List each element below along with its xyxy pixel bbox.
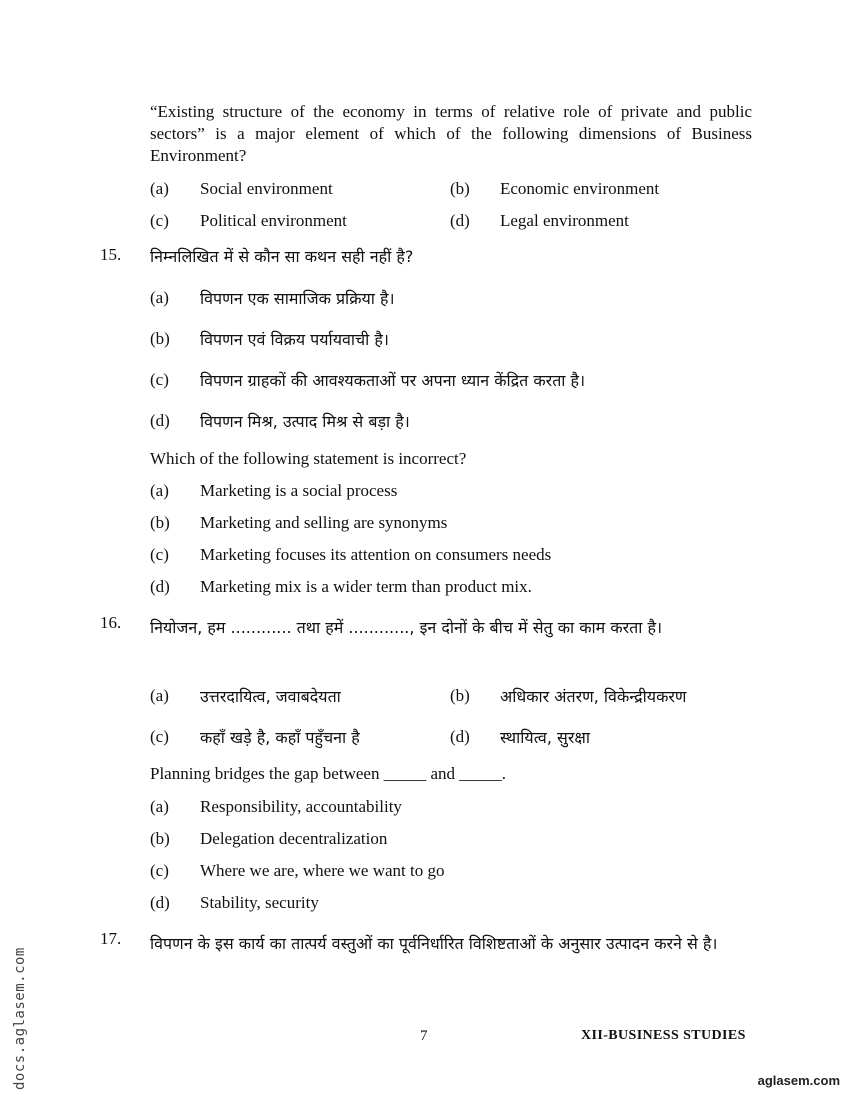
q16-hindi-option-c-text: कहाँ खड़े है, कहाँ पहुँचना है	[200, 728, 360, 747]
q16-hindi-option-b-text: अधिकार अंतरण, विकेन्द्रीयकरण	[500, 687, 687, 706]
side-watermark: docs.aglasem.com	[12, 947, 28, 1090]
q16-hindi-option-d-text: स्थायित्व, सुरक्षा	[500, 728, 590, 747]
q15-hindi-option-c-text: विपणन ग्राहकों की आवश्यकताओं पर अपना ध्यान केंद्रित करता है।	[200, 371, 586, 390]
q15-hindi-option-a-label: (a)	[150, 288, 169, 307]
q16-option-a-text: Responsibility, accountability	[200, 797, 402, 816]
subject-footer: XII-BUSINESS STUDIES	[581, 1028, 746, 1043]
q15-hindi-option-c-label: (c)	[150, 370, 169, 389]
q15-option-d-text: Marketing mix is a wider term than product mix.	[200, 577, 532, 596]
q16-option-d-text: Stability, security	[200, 893, 319, 912]
q16-option-c-label: (c)	[150, 861, 169, 880]
q16-hindi-option-d-label: (d)	[450, 727, 470, 746]
q15-hindi-option-d-label: (d)	[150, 411, 170, 430]
q15-hindi-option-b-label: (b)	[150, 329, 170, 348]
q16-option-c-text: Where we are, where we want to go	[200, 861, 445, 880]
q15-option-b-text: Marketing and selling are synonyms	[200, 513, 448, 532]
q15-hindi-option-d-text: विपणन मिश्र, उत्पाद मिश्र से बड़ा है।	[200, 412, 410, 431]
q14-option-b-text: Economic environment	[500, 179, 660, 198]
q15-option-c-text: Marketing focuses its attention on consumers needs	[200, 545, 552, 564]
q16-hindi-option-a-text: उत्तरदायित्व, जवाबदेयता	[200, 687, 341, 706]
q15-hindi-option-a-text: विपणन एक सामाजिक प्रक्रिया है।	[200, 289, 395, 308]
q15-option-c-label: (c)	[150, 545, 169, 564]
q14-option-d-text: Legal environment	[500, 211, 629, 230]
q16-option-d-label: (d)	[150, 893, 170, 912]
q16-hindi-stem: नियोजन, हम ............ तथा हमें ............, इन दोनों के बीच में सेतु का काम करता है।	[150, 618, 663, 637]
q16-option-b-text: Delegation decentralization	[200, 829, 388, 848]
q15-number: 15.	[100, 245, 122, 264]
q17-hindi-stem: विपणन के इस कार्य का तात्पर्य वस्तुओं का पूर्वनिर्धारित विशिष्टताओं के अनुसार उत्पादन करने से है।	[150, 934, 718, 953]
q16-option-b-label: (b)	[150, 829, 170, 848]
q14-option-b-label: (b)	[450, 179, 470, 198]
page-number: 7	[420, 1028, 428, 1044]
q14-option-c-text: Political environment	[200, 211, 347, 230]
q15-option-b-label: (b)	[150, 513, 170, 532]
q16-english-stem: Planning bridges the gap between _____ and _____.	[150, 764, 506, 783]
q15-option-a-label: (a)	[150, 481, 169, 500]
q16-hindi-option-a-label: (a)	[150, 686, 169, 705]
q15-english-stem: Which of the following statement is incorrect?	[150, 449, 467, 468]
q14-stem: “Existing structure of the economy in terms of relative role of private and public sectors” is a major element of which of the following dimensions of Business Environment?	[150, 102, 752, 165]
q14-option-c-label: (c)	[150, 211, 169, 230]
q17-number: 17.	[100, 929, 122, 948]
q16-number: 16.	[100, 613, 122, 632]
q16-option-a-label: (a)	[150, 797, 169, 816]
q14-option-a-text: Social environment	[200, 179, 333, 198]
q15-hindi-option-b-text: विपणन एवं विक्रय पर्यायवाची है।	[200, 330, 389, 349]
q15-hindi-stem: निम्नलिखित में से कौन सा कथन सही नहीं है?	[150, 247, 414, 266]
q15-option-a-text: Marketing is a social process	[200, 481, 398, 500]
q16-hindi-option-b-label: (b)	[450, 686, 470, 705]
q15-option-d-label: (d)	[150, 577, 170, 596]
q14-option-a-label: (a)	[150, 179, 169, 198]
q14-option-d-label: (d)	[450, 211, 470, 230]
q16-hindi-option-c-label: (c)	[150, 727, 169, 746]
corner-watermark: aglasem.com	[757, 1073, 840, 1088]
